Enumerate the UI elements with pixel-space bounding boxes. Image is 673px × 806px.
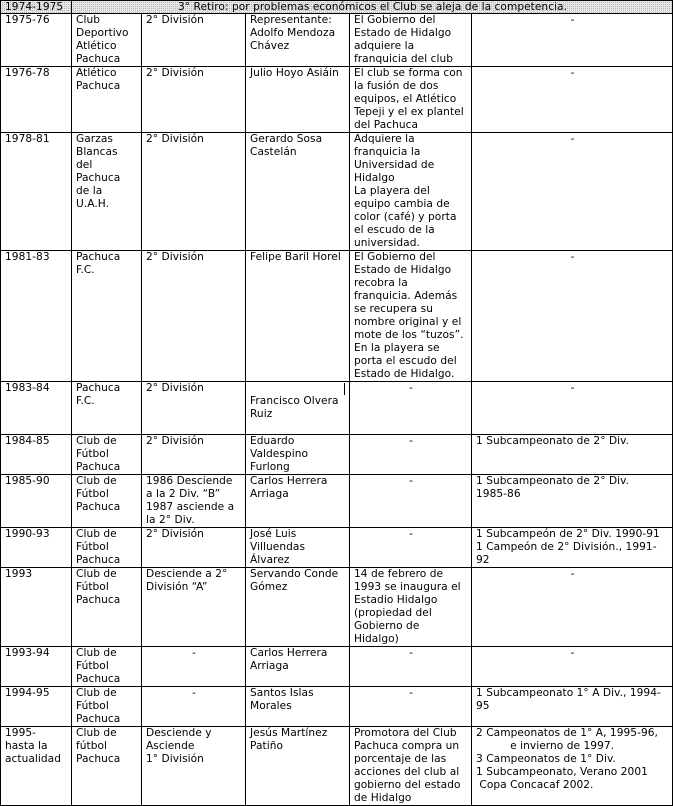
period-cell: 1975-76 — [1, 14, 72, 67]
period-cell: 1994-95 — [1, 687, 72, 727]
table-row — [1, 382, 673, 435]
table-row — [1, 133, 673, 251]
owner-cell: Felipe Baril Horel — [246, 251, 350, 382]
owner-cell: Servando Conde Gómez — [246, 568, 350, 647]
titles-cell: - — [472, 568, 673, 647]
division-cell: 2° División — [142, 251, 246, 382]
owner-cell-editing[interactable] — [246, 382, 350, 435]
club-name-cell: Club de Fútbol Pachuca — [72, 475, 142, 528]
period-cell: 1981-83 — [1, 251, 72, 382]
event-cell: Promotora del Club Pachuca compra un porcentaje de las acciones del club al gobierno del estado de Hidalgo — [350, 727, 472, 806]
titles-cell: - — [472, 382, 673, 435]
titles-cell: 1 Subcampeonato de 2° Div. 1985-86 — [472, 475, 673, 528]
event-cell: - — [350, 475, 472, 528]
division-cell: 2° División — [142, 67, 246, 133]
owner-cell: Eduardo Valdespino Furlong — [246, 435, 350, 475]
event-cell: 14 de febrero de 1993 se inaugura el Estadio Hidalgo (propiedad del Gobierno de Hidalgo) — [350, 568, 472, 647]
owner-cell: José Luis Villuendas Álvarez — [246, 528, 350, 568]
club-name-cell: Club Deportivo Atlético Pachuca — [72, 14, 142, 67]
table-row — [1, 475, 673, 528]
period-cell: 1983-84 — [1, 382, 72, 435]
event-cell: - — [350, 528, 472, 568]
event-cell: El club se forma con la fusión de dos equipos, el Atlético Tepeji y el ex plantel del Pachuca — [350, 67, 472, 133]
titles-cell: - — [472, 14, 673, 67]
titles-cell: - — [472, 133, 673, 251]
event-cell: - — [350, 687, 472, 727]
table-row — [1, 67, 673, 133]
event-cell: Adquiere la franquicia la Universidad de Hidalgo La playera del equipo cambia de color (café) y porta el escudo de la universidad. — [350, 133, 472, 251]
event-cell: - — [350, 435, 472, 475]
owner-cell: Gerardo Sosa Castelán — [246, 133, 350, 251]
division-cell: 2° División — [142, 14, 246, 67]
table-row — [1, 568, 673, 647]
club-name-cell: Club de Fútbol Pachuca — [72, 435, 142, 475]
division-cell: - — [142, 687, 246, 727]
titles-cell: - — [472, 67, 673, 133]
period-cell: 1993-94 — [1, 647, 72, 687]
period-cell: 1985-90 — [1, 475, 72, 528]
period-cell: 1976-78 — [1, 67, 72, 133]
titles-cell: 2 Campeonatos de 1° A, 1995-96, e invierno de 1997. 3 Campeonatos de 1° Div. 1 Subcampeonato, Verano 2001 Copa Concacaf 2002. — [472, 727, 673, 806]
titles-cell: 1 Subcampeón de 2° Div. 1990-91 1 Campeón de 2° División., 1991- 92 — [472, 528, 673, 568]
retiro-period: 1974-1975 — [1, 1, 72, 14]
table-row — [1, 528, 673, 568]
club-name-cell: Club de Fútbol Pachuca — [72, 568, 142, 647]
owner-cell: Representante: Adolfo Mendoza Chávez — [246, 14, 350, 67]
division-cell: 2° División — [142, 528, 246, 568]
titles-cell: - — [472, 251, 673, 382]
titles-cell: - — [472, 647, 673, 687]
text-caret — [344, 383, 345, 395]
titles-cell: 1 Subcampeonato 1° A Div., 1994- 95 — [472, 687, 673, 727]
division-cell: 2° División — [142, 133, 246, 251]
division-cell: 2° División — [142, 435, 246, 475]
club-name-cell: Club de fútbol Pachuca — [72, 727, 142, 806]
owner-cell: Julio Hoyo Asiáin — [246, 67, 350, 133]
club-name-cell: Pachuca F.C. — [72, 382, 142, 435]
table-row — [1, 14, 673, 67]
division-cell: 1986 Desciende a la 2 Div. “B” 1987 asciende a la 2° Div. — [142, 475, 246, 528]
division-cell: 2° División — [142, 382, 246, 435]
owner-cell: Carlos Herrera Arriaga — [246, 475, 350, 528]
division-cell: Desciende a 2° División “A” — [142, 568, 246, 647]
period-cell: 1995- hasta la actualidad — [1, 727, 72, 806]
club-name-cell: Pachuca F.C. — [72, 251, 142, 382]
event-cell: - — [350, 647, 472, 687]
period-cell: 1978-81 — [1, 133, 72, 251]
retiro-note: 3° Retiro: por problemas económicos el Club se aleja de la competencia. — [72, 1, 673, 14]
division-cell: Desciende y Asciende 1° División — [142, 727, 246, 806]
event-cell: - — [350, 382, 472, 435]
owner-cell: Santos Islas Morales — [246, 687, 350, 727]
table-row — [1, 251, 673, 382]
table-row — [1, 647, 673, 687]
division-cell: - — [142, 647, 246, 687]
owner-cell: Carlos Herrera Arriaga — [246, 647, 350, 687]
owner-text[interactable]: Francisco Olvera Ruiz — [250, 395, 339, 420]
period-cell: 1990-93 — [1, 528, 72, 568]
owner-cell: Jesús Martínez Patiño — [246, 727, 350, 806]
table-row — [1, 687, 673, 727]
event-cell: El Gobierno del Estado de Hidalgo recobra la franquicia. Además se recupera su nombre original y el mote de los “tuzos”. En la playera se porta el escudo del Estado de Hidalgo. — [350, 251, 472, 382]
period-cell: 1993 — [1, 568, 72, 647]
club-name-cell: Club de Fútbol Pachuca — [72, 687, 142, 727]
retiro-row — [1, 1, 673, 14]
table-row — [1, 435, 673, 475]
club-name-cell: Club de Fútbol Pachuca — [72, 647, 142, 687]
event-cell: El Gobierno del Estado de Hidalgo adquiere la franquicia del club — [350, 14, 472, 67]
club-name-cell: Atlético Pachuca — [72, 67, 142, 133]
titles-cell: 1 Subcampeonato de 2° Div. — [472, 435, 673, 475]
club-name-cell: Garzas Blancas del Pachuca de la U.A.H. — [72, 133, 142, 251]
club-name-cell: Club de Fútbol Pachuca — [72, 528, 142, 568]
table-row — [1, 727, 673, 806]
period-cell: 1984-85 — [1, 435, 72, 475]
